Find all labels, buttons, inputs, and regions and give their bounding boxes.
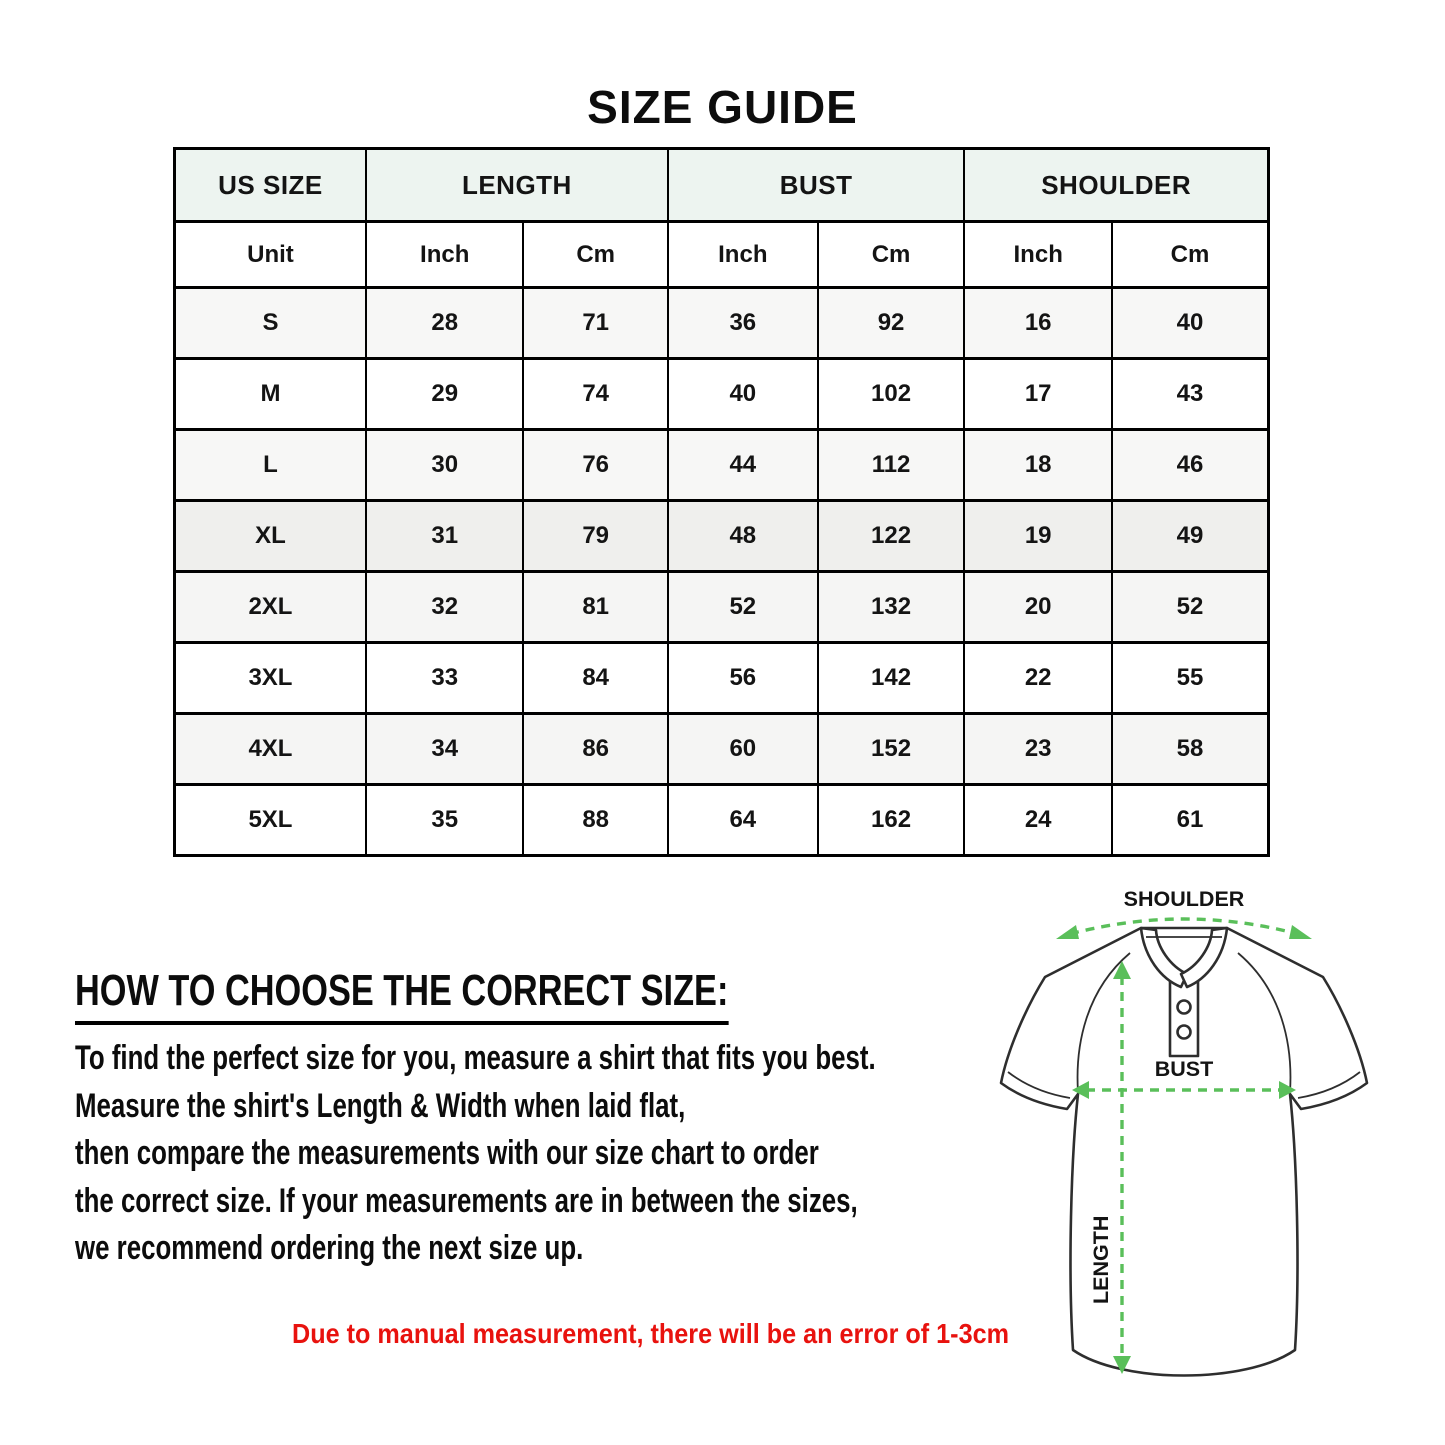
- value-cell: 122: [818, 501, 965, 572]
- size-cell: 2XL: [175, 572, 366, 643]
- value-cell: 84: [523, 643, 667, 714]
- unit-cell: Cm: [818, 222, 965, 288]
- value-cell: 56: [668, 643, 818, 714]
- shirt-measurement-diagram: [980, 880, 1440, 1440]
- value-cell: 32: [366, 572, 524, 643]
- table-row: [175, 572, 1269, 643]
- size-cell: XL: [175, 501, 366, 572]
- table-row: [175, 714, 1269, 785]
- page-title: SIZE GUIDE: [587, 81, 858, 133]
- table-row: [175, 430, 1269, 501]
- value-cell: 44: [668, 430, 818, 501]
- value-cell: 34: [366, 714, 524, 785]
- size-table: [173, 147, 1270, 857]
- value-cell: 33: [366, 643, 524, 714]
- value-cell: 61: [1112, 785, 1268, 856]
- table-unit-row: [175, 222, 1269, 288]
- arrowhead-icon: [1056, 925, 1079, 939]
- unit-cell: Cm: [523, 222, 667, 288]
- value-cell: 52: [1112, 572, 1268, 643]
- value-cell: 19: [964, 501, 1112, 572]
- value-cell: 46: [1112, 430, 1268, 501]
- unit-cell: Inch: [668, 222, 818, 288]
- unit-cell: Inch: [366, 222, 524, 288]
- value-cell: 16: [964, 288, 1112, 359]
- value-cell: 79: [523, 501, 667, 572]
- value-cell: 20: [964, 572, 1112, 643]
- value-cell: 71: [523, 288, 667, 359]
- value-cell: 22: [964, 643, 1112, 714]
- how-to-section: [75, 966, 1129, 1273]
- table-row: [175, 359, 1269, 430]
- value-cell: 29: [366, 359, 524, 430]
- value-cell: 76: [523, 430, 667, 501]
- table-row: [175, 785, 1269, 856]
- value-cell: 23: [964, 714, 1112, 785]
- measurement-error-note: Due to manual measurement, there will be an error of 1-3cm: [292, 1318, 1010, 1349]
- value-cell: 132: [818, 572, 965, 643]
- polo-shirt-outline: [1001, 928, 1367, 1376]
- value-cell: 49: [1112, 501, 1268, 572]
- shoulder-label: SHOULDER: [1123, 887, 1245, 911]
- value-cell: 60: [668, 714, 818, 785]
- unit-cell: Unit: [175, 222, 366, 288]
- value-cell: 35: [366, 785, 524, 856]
- column-group-bust: BUST: [668, 149, 964, 222]
- instruction-line: Measure the shirt's Length & Width when laid flat,: [75, 1086, 686, 1125]
- button-icon: [1178, 1001, 1191, 1014]
- placket: [1170, 980, 1198, 1056]
- value-cell: 52: [668, 572, 818, 643]
- value-cell: 24: [964, 785, 1112, 856]
- table-row: [175, 643, 1269, 714]
- value-cell: 112: [818, 430, 965, 501]
- table-row: [175, 501, 1269, 572]
- column-group-us-size: US SIZE: [175, 149, 366, 222]
- length-label: LENGTH: [1089, 1215, 1113, 1304]
- value-cell: 17: [964, 359, 1112, 430]
- column-group-shoulder: SHOULDER: [964, 149, 1268, 222]
- value-cell: 55: [1112, 643, 1268, 714]
- value-cell: 18: [964, 430, 1112, 501]
- size-cell: S: [175, 288, 366, 359]
- unit-cell: Cm: [1112, 222, 1268, 288]
- instruction-line: To find the perfect size for you, measure a shirt that fits you best.: [75, 1039, 876, 1077]
- value-cell: 74: [523, 359, 667, 430]
- value-cell: 40: [1112, 288, 1268, 359]
- how-to-paragraph: [75, 1035, 1129, 1273]
- unit-cell: Inch: [964, 222, 1112, 288]
- column-group-length: LENGTH: [366, 149, 668, 222]
- value-cell: 86: [523, 714, 667, 785]
- size-cell: 5XL: [175, 785, 366, 856]
- value-cell: 81: [523, 572, 667, 643]
- value-cell: 102: [818, 359, 965, 430]
- size-cell: 4XL: [175, 714, 366, 785]
- how-to-heading: HOW TO CHOOSE THE CORRECT SIZE:: [75, 966, 728, 1025]
- size-cell: 3XL: [175, 643, 366, 714]
- value-cell: 28: [366, 288, 524, 359]
- size-cell: M: [175, 359, 366, 430]
- value-cell: 88: [523, 785, 667, 856]
- value-cell: 43: [1112, 359, 1268, 430]
- instruction-line: the correct size. If your measurements are in between the sizes,: [75, 1181, 858, 1220]
- value-cell: 58: [1112, 714, 1268, 785]
- arrowhead-icon: [1289, 925, 1312, 939]
- instruction-line: we recommend ordering the next size up.: [75, 1229, 584, 1267]
- bust-label: BUST: [1154, 1057, 1214, 1081]
- button-icon: [1178, 1026, 1191, 1039]
- size-cell: L: [175, 430, 366, 501]
- value-cell: 162: [818, 785, 965, 856]
- value-cell: 36: [668, 288, 818, 359]
- instruction-line: then compare the measurements with our size chart to order: [75, 1134, 819, 1172]
- value-cell: 48: [668, 501, 818, 572]
- value-cell: 64: [668, 785, 818, 856]
- table-row: [175, 288, 1269, 359]
- value-cell: 142: [818, 643, 965, 714]
- value-cell: 92: [818, 288, 965, 359]
- table-group-header-row: [175, 149, 1269, 222]
- value-cell: 40: [668, 359, 818, 430]
- value-cell: 31: [366, 501, 524, 572]
- value-cell: 152: [818, 714, 965, 785]
- value-cell: 30: [366, 430, 524, 501]
